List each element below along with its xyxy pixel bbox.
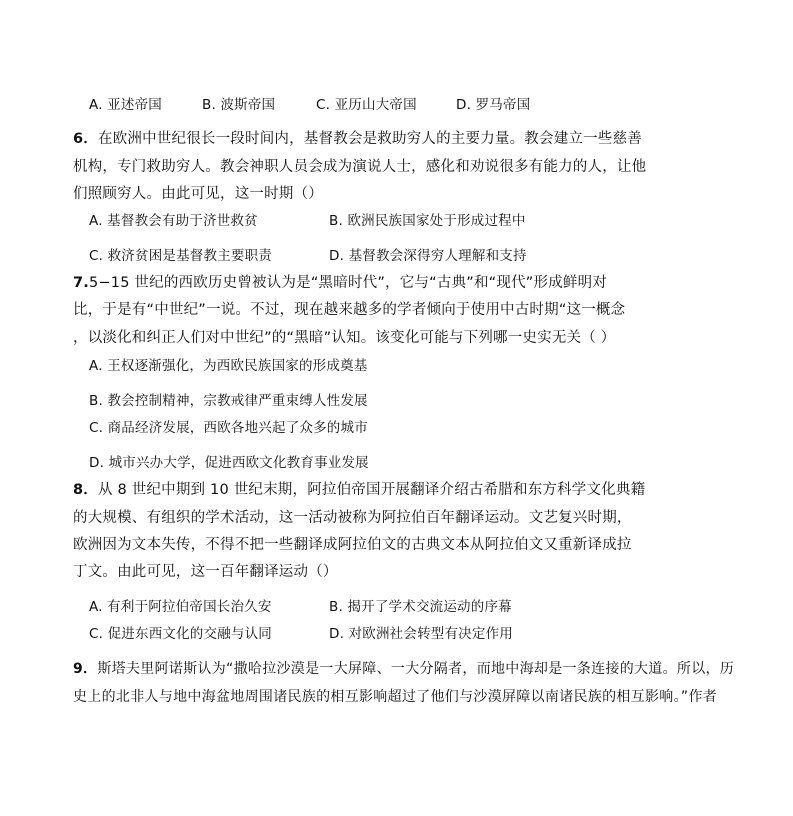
q6-option-a: A. 基督教会有助于济世救贫: [89, 213, 258, 229]
q9-stem-line-1: [73, 659, 734, 679]
q6-stem-text-1: 在欧洲中世纪很长一段时间内，基督教会是救助穷人的主要力量。教会建立一些慈善: [98, 131, 642, 147]
q7-option-b: B. 教会控制精神，宗教戒律严重束缚人性发展: [89, 393, 368, 409]
q7-option-c: C. 商品经济发展，西欧各地兴起了众多的城市: [89, 420, 368, 436]
q7-stem-text-1: 5−15 世纪的西欧历史曾被认为是“黑暗时代”，它与“古典”和“现代”形成鲜明对: [89, 275, 608, 291]
q8-stem-line-3: 欧洲因为文本失传，不得不把一些翻译成阿拉伯文的古典文本从阿拉伯文又重新译成拉: [73, 537, 632, 553]
q5-option-d: D. 罗马帝国: [456, 97, 531, 113]
q8-stem-line-1: [73, 480, 645, 500]
q8-option-b: B. 揭开了学术交流运动的序幕: [329, 599, 512, 615]
q9-stem-line-2: 史上的北非人与地中海盆地周围诸民族的相互影响超过了他们与沙漠屏障以南诸民族的相互影响。”作者: [73, 689, 718, 705]
q7-stem-line-1: [73, 273, 607, 293]
q5-option-b: B. 波斯帝国: [202, 97, 276, 113]
q9-number: 9．: [73, 661, 98, 677]
q6-number: 6．: [73, 131, 98, 147]
q8-stem-line-2: 的大规模、有组织的学术活动，这一活动被称为阿拉伯百年翻译运动。文艺复兴时期，: [73, 510, 632, 526]
q6-option-c: C. 救济贫困是基督教主要职责: [89, 248, 273, 264]
q8-option-c: C. 促进东西文化的交融与认同: [89, 626, 273, 642]
q7-option-a: A. 王权逐渐强化，为西欧民族国家的形成奠基: [89, 358, 368, 374]
q8-option-a: A. 有利于阿拉伯帝国长治久安: [89, 599, 272, 615]
q6-stem-line-2: 机构，专门救助穷人。教会神职人员会成为演说人士，感化和劝说很多有能力的人，让他: [73, 159, 647, 175]
q6-stem-line-1: [73, 129, 642, 149]
q8-stem-text-1: 从 8 世纪中期到 10 世纪末期，阿拉伯帝国开展翻译介绍古希腊和东方科学文化典籍: [98, 482, 646, 498]
q8-stem-line-4: 丁文。由此可见，这一百年翻译运动（）: [73, 564, 338, 580]
q7-stem-line-2: 比，于是有“中世纪”一说。不过，现在越来越多的学者倾向于使用中古时期“这一概念: [73, 302, 626, 318]
q9-stem-text-1: 斯塔夫里阿诺斯认为“撒哈拉沙漠是一大屏障、一大分隔者，而地中海却是一条连接的大道。所以，历: [97, 661, 735, 677]
q7-number: 7.: [73, 275, 89, 291]
q6-option-b: B. 欧洲民族国家处于形成过程中: [329, 213, 526, 229]
q7-option-d: D. 城市兴办大学，促进西欧文化教育事业发展: [89, 455, 369, 471]
q7-stem-line-3: ，以淡化和纠正人们对中世纪”的“黑暗”认知。该变化可能与下列哪一史实无关（ ）: [73, 330, 616, 346]
q5-option-c: C. 亚历山大帝国: [316, 97, 417, 113]
q6-stem-line-3: 们照顾穷人。由此可见，这一时期（）: [73, 186, 323, 202]
q8-option-d: D. 对欧洲社会转型有决定作用: [329, 626, 513, 642]
q5-option-a: A. 亚述帝国: [89, 97, 162, 113]
q8-number: 8．: [73, 482, 98, 498]
q6-option-d: D. 基督教会深得穷人理解和支持: [329, 248, 527, 264]
